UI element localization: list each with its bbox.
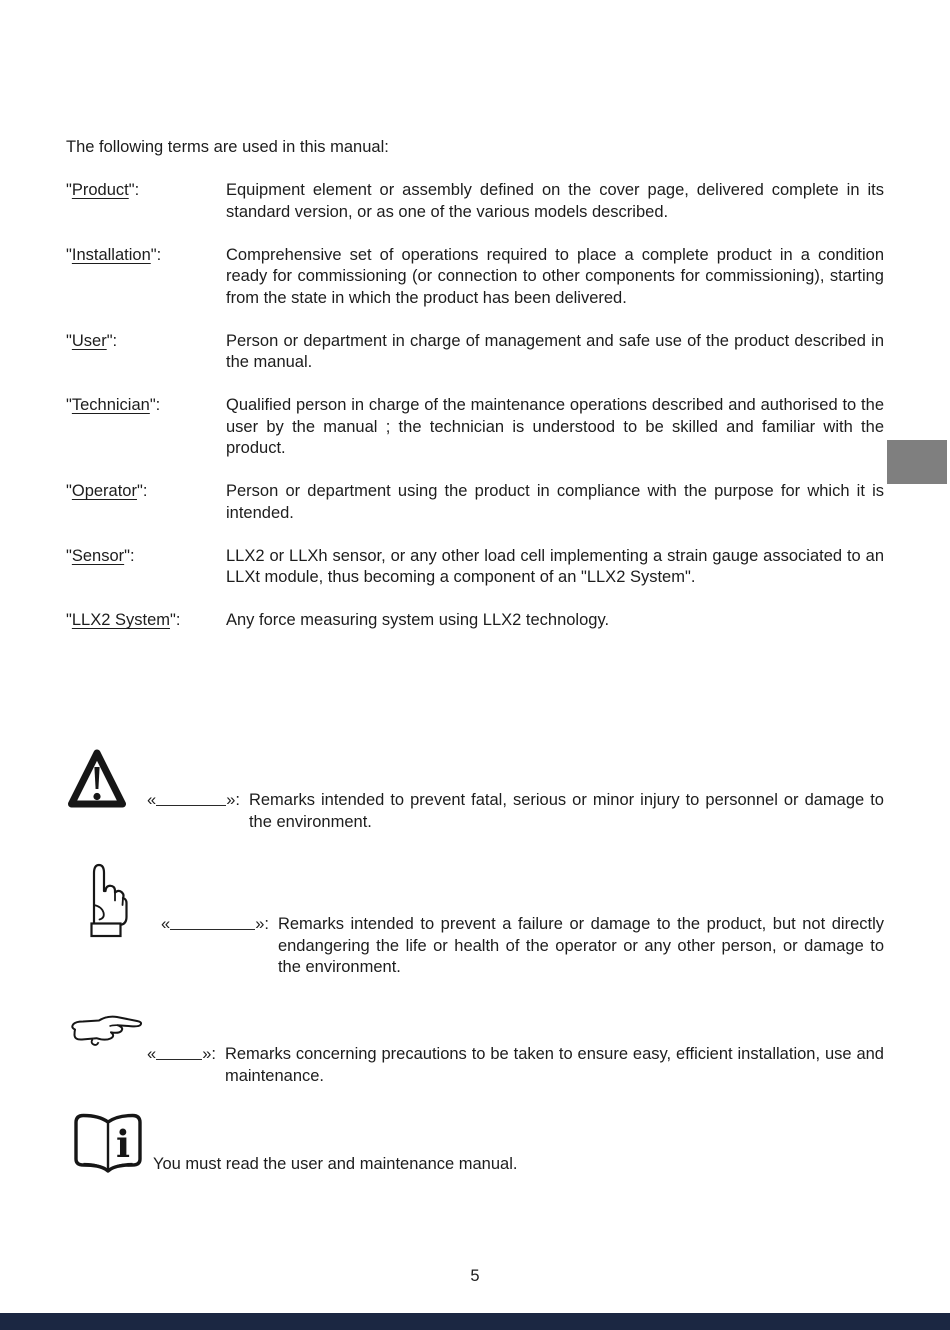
definition-row — [66, 331, 884, 374]
guillemet-close: »: — [202, 1045, 216, 1063]
remark-label — [147, 790, 240, 812]
definition-term — [66, 331, 226, 374]
attention-remark — [161, 914, 884, 979]
open-book-info-icon — [72, 1112, 144, 1182]
definition-row — [66, 395, 884, 460]
remark-text: Remarks concerning precautions to be taken to ensure easy, efficient installation, use and maintenance. — [224, 1045, 884, 1085]
definition-text: Comprehensive set of operations required to place a complete product in a condition ready for commissioning (or connection to other components for commissioning), starting from the state in which the product has been delivered. — [226, 245, 884, 307]
definition-text: Equipment element or assembly defined on the cover page, delivered complete in its standard version, or as one of the various models described. — [226, 181, 884, 221]
term-open-quote: " — [66, 331, 72, 350]
guillemet-open: « — [147, 791, 157, 809]
blank-line — [170, 927, 255, 930]
definition-text: Person or department using the product in compliance with the purpose for which it is intended. — [226, 482, 884, 522]
svg-text:i: i — [115, 1122, 131, 1166]
definition-term — [66, 245, 226, 310]
definition-text: Any force measuring system using LLX2 technology. — [226, 611, 610, 629]
definition-row — [66, 245, 884, 310]
definition-row — [66, 546, 884, 589]
manual-note-text: You must read the user and maintenance manual. — [153, 1155, 518, 1173]
hand-pointing-up-icon — [82, 860, 132, 945]
term-close-quote: ": — [136, 482, 148, 500]
term-close-quote: ": — [106, 331, 118, 350]
remark-text: Remarks intended to prevent a failure or damage to the product, but not directly endangering the life or health of the operator or any other person, or damage to the environment. — [277, 915, 884, 976]
term-close-quote: ": — [128, 181, 140, 199]
remark-label — [161, 914, 269, 936]
term-word: User — [71, 331, 107, 350]
definition-text: Qualified person in charge of the maintenance operations described and authorised to the user by the manual ; the technician is understood to be skilled and familiar with the product. — [226, 396, 884, 457]
hand-pointing-right-icon — [68, 1014, 144, 1059]
definition-term — [66, 610, 226, 632]
definitions-list — [66, 180, 884, 632]
definition-text: Person or department in charge of management and safe use of the product described in the manual. — [226, 331, 884, 371]
term-word: Product — [71, 181, 129, 199]
term-word: Sensor — [71, 546, 125, 565]
definition-text: LLX2 or LLXh sensor, or any other load cell implementing a strain gauge associated to an LLXt module, thus becoming a component of an "LLX2 System". — [226, 546, 884, 586]
term-open-quote: " — [66, 396, 72, 414]
guillemet-open: « — [161, 915, 171, 933]
definition-term — [66, 180, 226, 223]
term-open-quote: " — [66, 181, 72, 199]
remark-text: Remarks intended to prevent fatal, serious or minor injury to personnel or damage to the environment. — [248, 791, 884, 831]
term-open-quote: " — [66, 611, 72, 629]
definition-term — [66, 546, 226, 589]
warning-remark — [147, 790, 884, 833]
term-word: Installation — [71, 245, 151, 264]
warning-triangle-icon — [67, 747, 127, 817]
bottom-bar — [0, 1313, 950, 1330]
definition-row — [66, 180, 884, 223]
term-close-quote: ": — [170, 611, 181, 629]
term-open-quote: " — [66, 482, 72, 500]
guillemet-close: »: — [255, 915, 269, 933]
guillemet-close: »: — [226, 791, 240, 809]
intro-text: The following terms are used in this manual: — [66, 138, 389, 156]
page-number: 5 — [470, 1267, 480, 1285]
term-open-quote: " — [66, 245, 72, 264]
definition-row — [66, 481, 884, 524]
term-close-quote: ": — [150, 245, 162, 264]
definition-term — [66, 481, 226, 524]
blank-line — [156, 1057, 202, 1060]
pointer-remark — [147, 1044, 884, 1087]
term-close-quote: ": — [149, 396, 161, 414]
remark-label — [147, 1044, 216, 1066]
guillemet-open: « — [147, 1045, 157, 1063]
term-word: LLX2 System — [71, 611, 170, 629]
term-word: Operator — [71, 482, 137, 500]
definition-term — [66, 395, 226, 460]
term-close-quote: ": — [124, 546, 135, 565]
definition-row — [66, 610, 884, 632]
term-word: Technician — [71, 396, 150, 414]
term-open-quote: " — [66, 546, 72, 565]
side-tab — [887, 440, 947, 484]
blank-line — [156, 803, 226, 806]
